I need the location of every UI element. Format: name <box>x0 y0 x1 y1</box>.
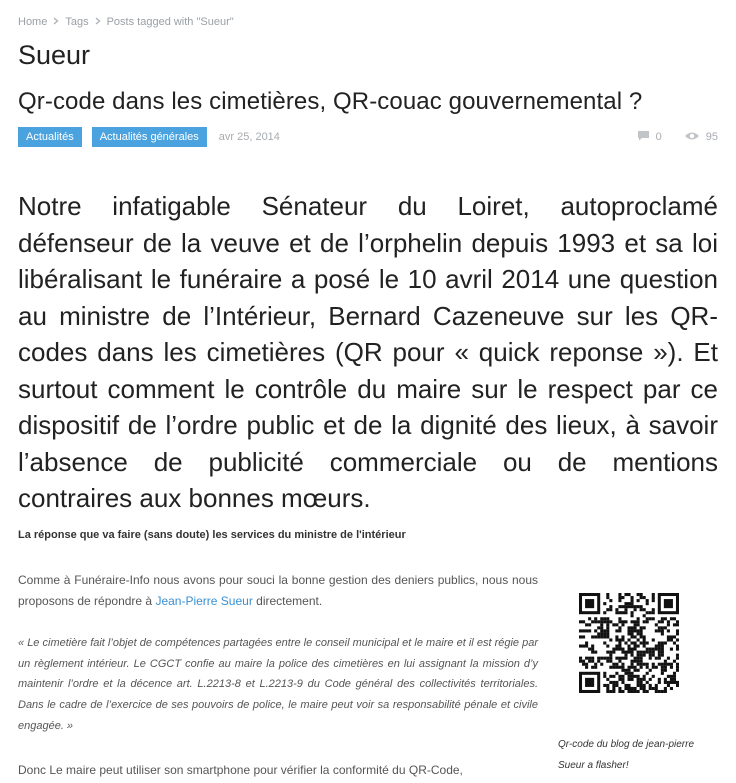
breadcrumb-current: Posts tagged with "Sueur" <box>106 16 234 28</box>
post-title[interactable]: Qr-code dans les cimetières, QR-couac gouvernemental ? <box>18 88 643 115</box>
breadcrumb-tags-link[interactable]: Tags <box>65 16 89 28</box>
comment-icon <box>637 130 650 144</box>
intro-paragraph <box>18 570 538 612</box>
intro-text: Comme à Funéraire-Info nous avons pour souci la bonne gestion des deniers publics, nous nous proposons de répondre à <box>18 573 538 608</box>
comments-count[interactable] <box>637 130 662 144</box>
lead-paragraph: Notre infatigable Sénateur du Loiret, autoproclamé défenseur de la veuve et de l’orphelin depuis 1993 et sa loi libéralisant le funéraire a posé le 10 avril 2014 une question au ministre de l’Intérieur, Bernard Cazeneuve sur les QR-codes dans les cimetières (QR pour « quick reponse »). Et surtout comment le contrôle du maire sur le respect par ce dispositif de l’ordre public et de la dignité des lieux, à savoir l’absence de publicité commerciale ou de mentions contraires aux bonnes mœurs. <box>18 191 718 513</box>
qr-code-caption: Qr-code du blog de jean-pierre Sueur a flasher! <box>558 739 695 771</box>
chevron-right-icon <box>53 17 59 28</box>
section-subheading: La réponse que va faire (sans doute) les services du ministre de l'intérieur <box>18 529 406 541</box>
chevron-right-icon <box>95 17 101 28</box>
conclusion-paragraph: Donc Le maire peut utiliser son smartphone pour vérifier la conformité du QR-Code, <box>18 763 463 777</box>
views-count <box>684 131 718 144</box>
jean-pierre-sueur-link[interactable]: Jean-Pierre Sueur <box>155 594 253 608</box>
post-stats <box>637 130 718 144</box>
category-badge-actualites[interactable]: Actualités <box>18 127 82 147</box>
views-value: 95 <box>705 131 718 143</box>
breadcrumb-home-link[interactable]: Home <box>18 16 48 28</box>
category-badge-actualites-generales[interactable]: Actualités générales <box>92 127 207 147</box>
qr-code-image <box>579 593 679 693</box>
eye-icon <box>684 131 700 144</box>
comments-value: 0 <box>655 131 662 143</box>
post-meta <box>18 127 718 147</box>
quote-paragraph: « Le cimetière fait l’objet de compétences partagées entre le conseil municipal et le maire et il est régie par un règlement intérieur. Le CGCT confie au maire la police des cimetières en lui assignant la mission d’y maintenir l’ordre et la décence art. L.2213-8 et L.2213-9 du Code général des collectivités territoriales. Dans le cadre de l’exercice de ses pouvoirs de police, le maire peut voir sa responsabilité pénale et civile engagée. » <box>18 637 538 732</box>
breadcrumb <box>18 16 234 28</box>
tag-title: Sueur <box>18 40 91 70</box>
intro-text-end: directement. <box>252 594 323 608</box>
post-date: avr 25, 2014 <box>218 131 280 143</box>
